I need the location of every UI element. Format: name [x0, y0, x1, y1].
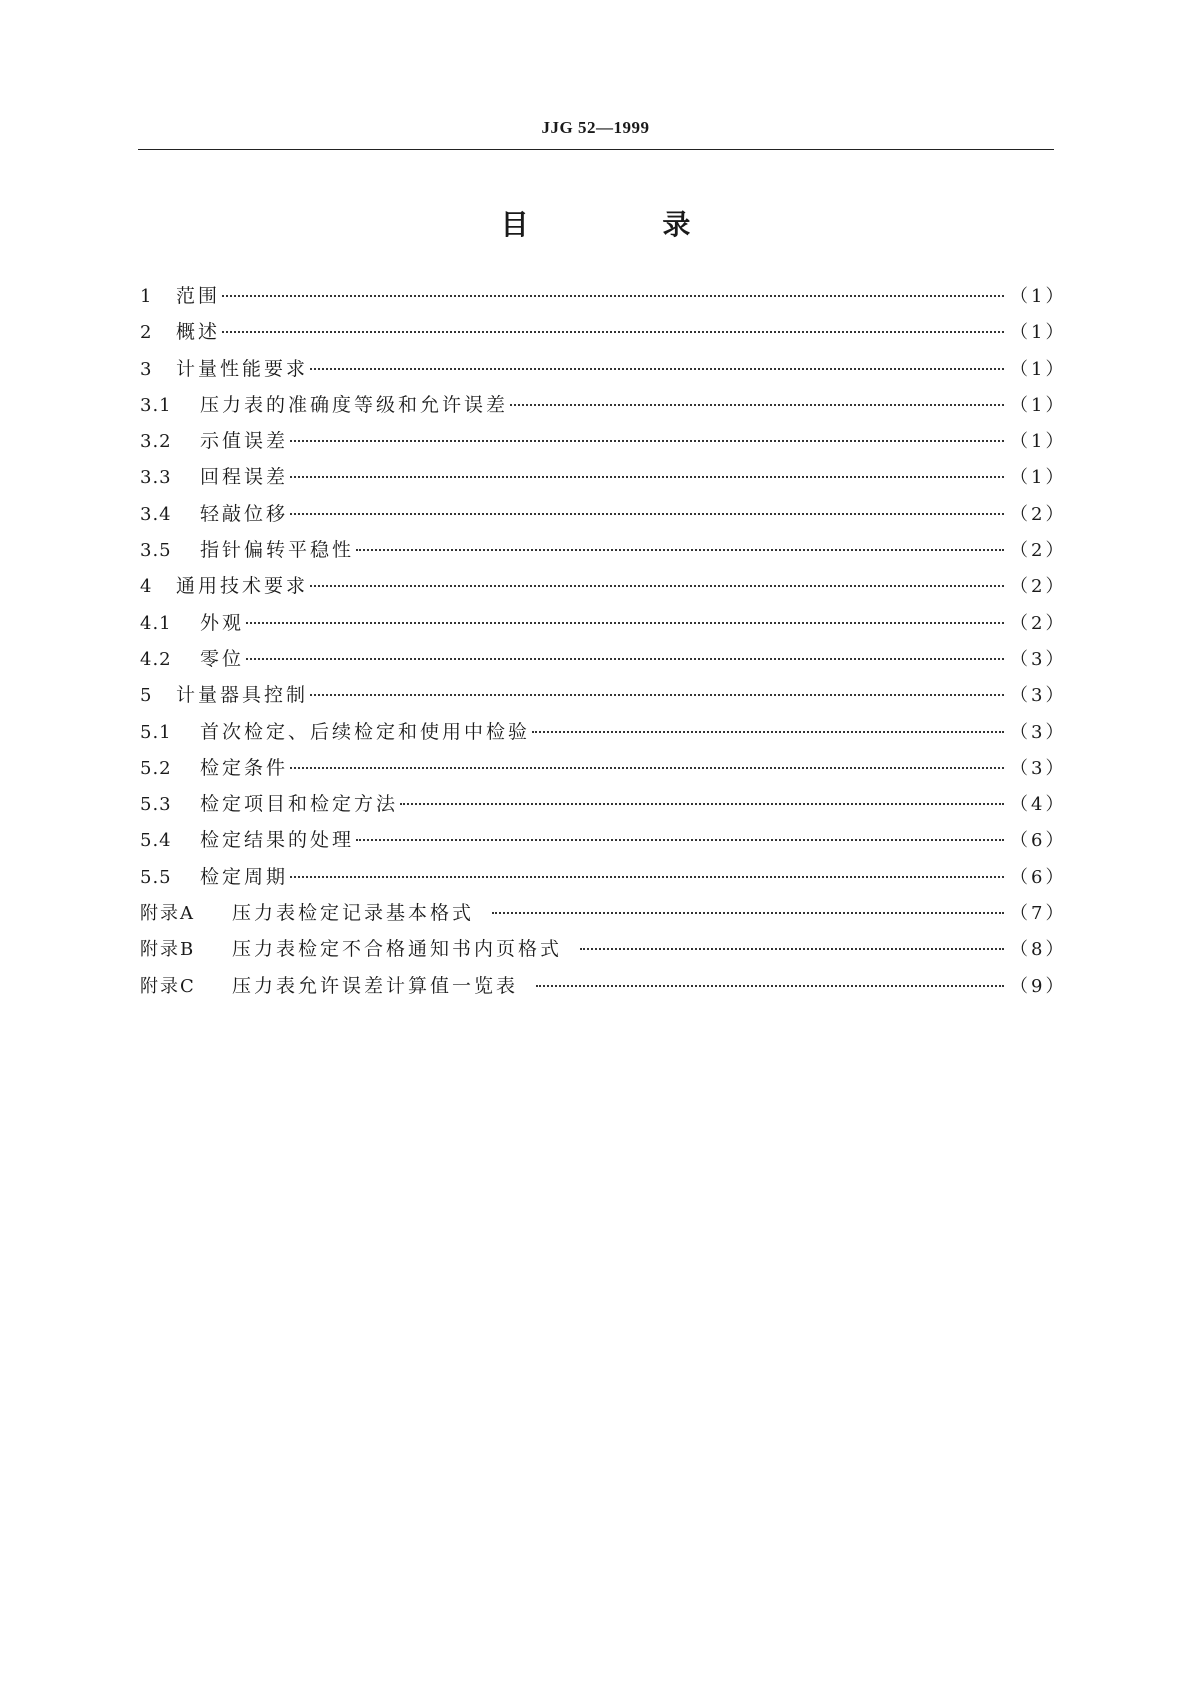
toc-entry-label: 指针偏转平稳性: [200, 539, 355, 562]
dot-leader: [536, 985, 1004, 987]
toc-entry-number: 5.1: [140, 721, 172, 743]
toc-entry-label: 范围: [176, 285, 221, 307]
dot-leader: [290, 476, 1004, 478]
toc-entry[interactable]: [140, 934, 1067, 970]
toc-entry-page: （2）: [1010, 612, 1067, 634]
toc-entry-page: （6）: [1010, 830, 1067, 852]
toc-entry[interactable]: [140, 898, 1067, 934]
toc-entry-page: （7）: [1010, 903, 1067, 925]
toc-entry-number: 1: [140, 286, 153, 307]
toc-entry-number: 3.4: [140, 503, 172, 525]
toc-entry-page: （2）: [1010, 576, 1067, 598]
toc-entry[interactable]: [140, 571, 1067, 607]
toc-entry-label: 示值误差: [200, 430, 289, 453]
toc-entry-page: （6）: [1010, 866, 1067, 888]
toc-title: 目 录: [500, 208, 753, 241]
toc-entry-label: 回程误差: [200, 466, 289, 489]
dot-leader: [400, 803, 1004, 805]
toc-entry-page: （2）: [1010, 503, 1067, 525]
toc-entry[interactable]: [140, 862, 1067, 898]
toc-entry-label: 首次检定、后续检定和使用中检验: [200, 720, 531, 743]
toc-entry[interactable]: [140, 717, 1067, 753]
toc-entry-label: 检定条件: [200, 756, 289, 779]
dot-leader: [510, 404, 1004, 406]
document-code: JJG 52—1999: [541, 118, 650, 137]
toc-entry-page: （1）: [1010, 358, 1067, 380]
toc-entry-label: 计量性能要求: [176, 357, 309, 380]
toc-entry[interactable]: [140, 789, 1067, 825]
toc-entry-number: 5.4: [140, 830, 172, 852]
toc-entry-page: （1）: [1010, 286, 1067, 307]
toc-entry[interactable]: [140, 390, 1067, 426]
dot-leader: [356, 549, 1004, 551]
toc-entry-label: 通用技术要求: [176, 575, 309, 598]
toc-entry[interactable]: [140, 753, 1067, 789]
toc-entry[interactable]: [140, 825, 1067, 861]
toc-entry-number: 3.1: [140, 394, 172, 416]
toc-entry-page: （1）: [1010, 322, 1067, 344]
dot-leader: [580, 948, 1004, 950]
toc-entry-page: （3）: [1010, 685, 1067, 707]
toc-entry-page: （8）: [1010, 939, 1067, 961]
toc-entry-label: 压力表检定记录基本格式: [232, 902, 475, 925]
toc-entry-page: （1）: [1010, 394, 1067, 416]
toc-entry-page: （9）: [1010, 975, 1067, 997]
toc-entry[interactable]: [140, 644, 1067, 680]
toc-entry-page: （3）: [1010, 648, 1067, 670]
toc-entry-number: 3: [140, 358, 153, 380]
header-rule: [138, 149, 1054, 150]
dot-leader: [290, 767, 1004, 769]
toc-entry-label: 检定结果的处理: [200, 829, 355, 852]
toc-entry-number: 2: [140, 322, 153, 344]
dot-leader: [222, 331, 1004, 333]
toc-entry-number: 3.2: [140, 431, 172, 453]
toc-entry-number: 附录C: [140, 975, 196, 997]
toc-entry-page: （1）: [1010, 467, 1067, 489]
toc-entry[interactable]: [140, 971, 1067, 1007]
toc-entry[interactable]: [140, 317, 1067, 353]
toc-entry[interactable]: [140, 354, 1067, 390]
dot-leader: [310, 694, 1004, 696]
toc-entry-number: 3.5: [140, 540, 172, 562]
dot-leader: [290, 513, 1004, 515]
dot-leader: [310, 368, 1004, 370]
toc-entry[interactable]: [140, 535, 1067, 571]
toc-entry-number: 5: [140, 685, 153, 707]
toc-entry-label: 零位: [200, 647, 245, 670]
toc-entry-number: 5.3: [140, 794, 172, 816]
dot-leader: [222, 295, 1004, 297]
toc-entry-label: 概述: [176, 321, 221, 344]
dot-leader: [492, 912, 1004, 914]
toc-entry-label: 计量器具控制: [176, 684, 309, 707]
toc-entry[interactable]: [140, 608, 1067, 644]
dot-leader: [310, 585, 1004, 587]
toc-entry-page: （4）: [1010, 794, 1067, 816]
toc-entry[interactable]: [140, 680, 1067, 716]
toc-entry[interactable]: [140, 426, 1067, 462]
toc-list: [140, 281, 1067, 1007]
toc-entry-page: （3）: [1010, 757, 1067, 779]
dot-leader: [246, 658, 1004, 660]
toc-entry[interactable]: [140, 499, 1067, 535]
toc-entry-number: 4.1: [140, 612, 172, 634]
toc-entry-page: （1）: [1010, 431, 1067, 453]
toc-entry-number: 3.3: [140, 467, 172, 489]
toc-entry-page: （2）: [1010, 540, 1067, 562]
dot-leader: [356, 839, 1004, 841]
toc-entry-number: 4: [140, 576, 153, 598]
toc-entry-number: 附录B: [140, 939, 196, 961]
toc-entry[interactable]: [140, 281, 1067, 317]
toc-entry-label: 外观: [200, 611, 245, 634]
dot-leader: [246, 622, 1004, 624]
toc-entry-number: 5.2: [140, 757, 172, 779]
toc-entry-label: 检定项目和检定方法: [200, 793, 399, 816]
toc-entry-label: 压力表检定不合格通知书内页格式: [232, 938, 563, 961]
dot-leader: [532, 731, 1004, 733]
dot-leader: [290, 876, 1004, 878]
toc-entry-number: 5.5: [140, 866, 172, 888]
toc-entry[interactable]: [140, 462, 1067, 498]
dot-leader: [290, 440, 1004, 442]
toc-entry-page: （3）: [1010, 721, 1067, 743]
toc-entry-label: 压力表允许误差计算值一览表: [232, 974, 519, 997]
toc-entry-label: 轻敲位移: [200, 502, 289, 525]
toc-entry-label: 检定周期: [200, 865, 289, 888]
toc-entry-number: 4.2: [140, 648, 172, 670]
toc-entry-number: 附录A: [140, 903, 195, 925]
toc-entry-label: 压力表的准确度等级和允许误差: [200, 393, 509, 416]
